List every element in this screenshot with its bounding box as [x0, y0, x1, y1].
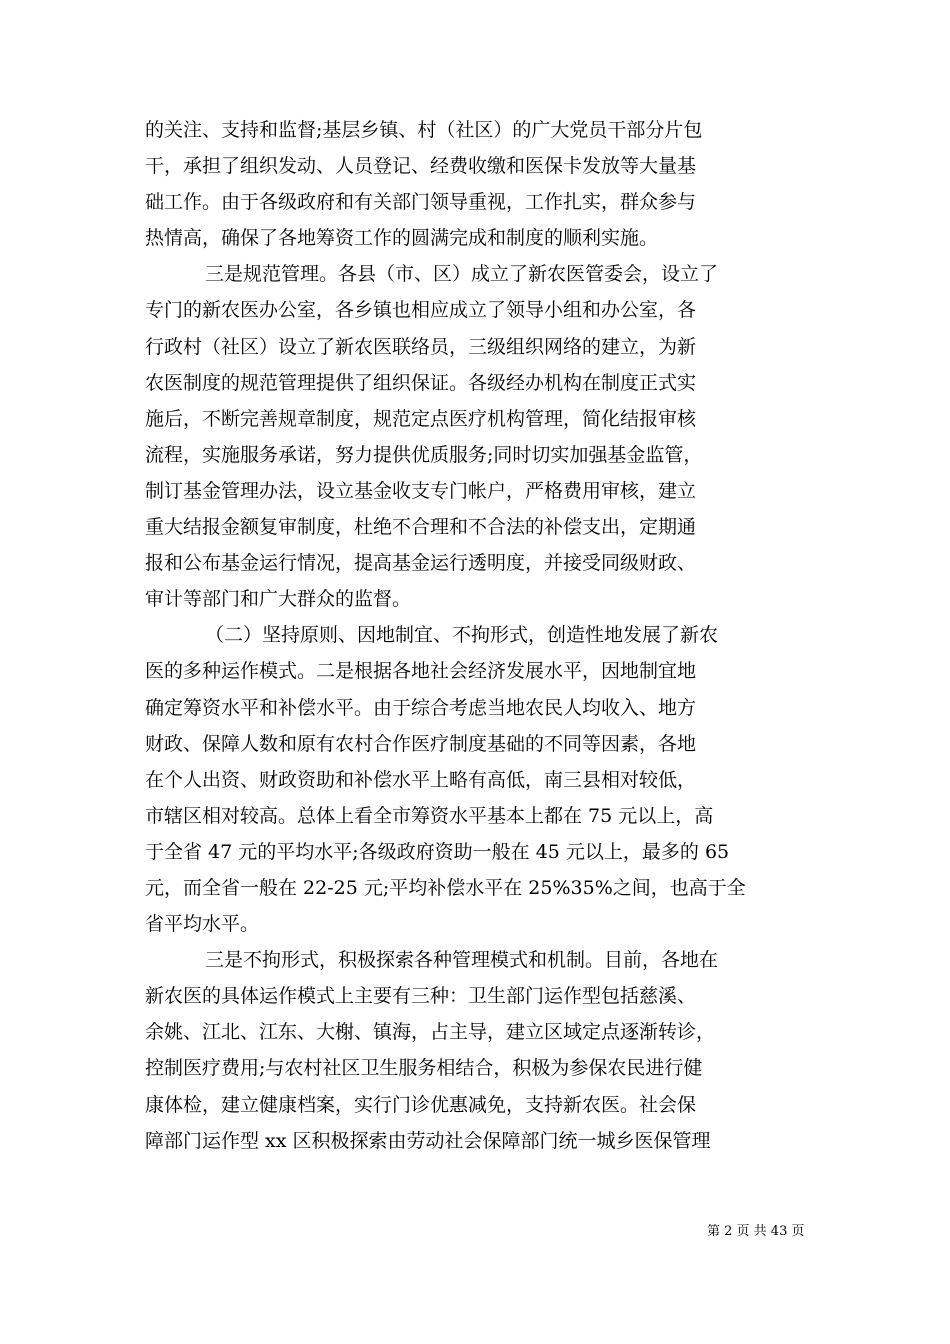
- page-number-footer: 第 2 页 共 43 页: [707, 1224, 805, 1239]
- text-line: 康体检，建立健康档案，实行门诊优惠减免，支持新农医。社会保: [145, 1093, 697, 1116]
- text-line: 重大结报金额复审制度，杜绝不合理和不合法的补偿支出，定期通: [145, 516, 697, 539]
- text-line: 热情高，确保了各地筹资工作的圆满完成和制度的顺利实施。: [145, 227, 659, 250]
- text-line: 新农医的具体运作模式上主要有三种：卫生部门运作型包括慈溪、: [145, 985, 697, 1008]
- text-line: 确定筹资水平和补偿水平。由于综合考虑当地农民人均收入、地方: [145, 696, 697, 719]
- text-line: 干，承担了组织发动、人员登记、经费收缴和医保卡发放等大量基: [145, 155, 697, 178]
- text-line: 在个人出资、财政资助和补偿水平上略有高低，南三县相对较低，: [145, 768, 697, 791]
- text-line: 行政村（社区）设立了新农医联络员，三级组织网络的建立，为新: [145, 335, 697, 358]
- text-line: 制订基金管理办法，设立基金收支专门帐户，严格费用审核，建立: [145, 479, 697, 502]
- text-line: 市辖区相对较高。总体上看全市筹资水平基本上都在 75 元以上，高: [145, 804, 714, 827]
- text-line: 础工作。由于各级政府和有关部门领导重视，工作扎实，群众参与: [145, 191, 697, 214]
- text-line: 省平均水平。: [145, 913, 260, 936]
- text-line: 财政、保障人数和原有农村合作医疗制度基础的不同等因素，各地: [145, 732, 697, 755]
- text-line: 专门的新农医办公室，各乡镇也相应成立了领导小组和办公室，各: [145, 299, 697, 322]
- paragraph-start-line: （二）坚持原则、因地制宜、不拘形式，创造性地发展了新农: [205, 624, 719, 647]
- text-line: 农医制度的规范管理提供了组织保证。各级经办机构在制度正式实: [145, 371, 697, 394]
- text-line: 报和公布基金运行情况，提高基金运行透明度，并接受同级财政、: [145, 552, 697, 575]
- text-line: 障部门运作型 xx 区积极探索由劳动社会保障部门统一城乡医保管理: [145, 1129, 711, 1152]
- text-line: 于全省 47 元的平均水平;各级政府资助一般在 45 元以上，最多的 65: [145, 840, 730, 863]
- body-text: [145, 112, 813, 1159]
- text-line: 余姚、江北、江东、大榭、镇海，占主导，建立区域定点逐渐转诊，: [145, 1021, 716, 1044]
- text-line: 控制医疗费用;与农村社区卫生服务相结合，积极为参保农民进行健: [145, 1057, 703, 1080]
- text-line: 施后，不断完善规章制度，规范定点医疗机构管理，简化结报审核: [145, 407, 697, 430]
- paragraph-start-line: 三是规范管理。各县（市、区）成立了新农医管委会，设立了: [205, 263, 719, 286]
- text-line: 元，而全省一般在 22-25 元;平均补偿水平在 25%35%之间，也高于全: [145, 876, 746, 899]
- text-line: 流程，实施服务承诺，努力提供优质服务;同时切实加强基金监管，: [145, 443, 703, 466]
- text-line: 的关注、支持和监督;基层乡镇、村（社区）的广大党员干部分片包: [145, 119, 703, 141]
- text-line: 审计等部门和广大群众的监督。: [145, 588, 412, 611]
- paragraph-start-line: 三是不拘形式，积极探索各种管理模式和机制。目前，各地在: [205, 949, 719, 972]
- text-line: 医的多种运作模式。二是根据各地社会经济发展水平，因地制宜地: [145, 660, 697, 683]
